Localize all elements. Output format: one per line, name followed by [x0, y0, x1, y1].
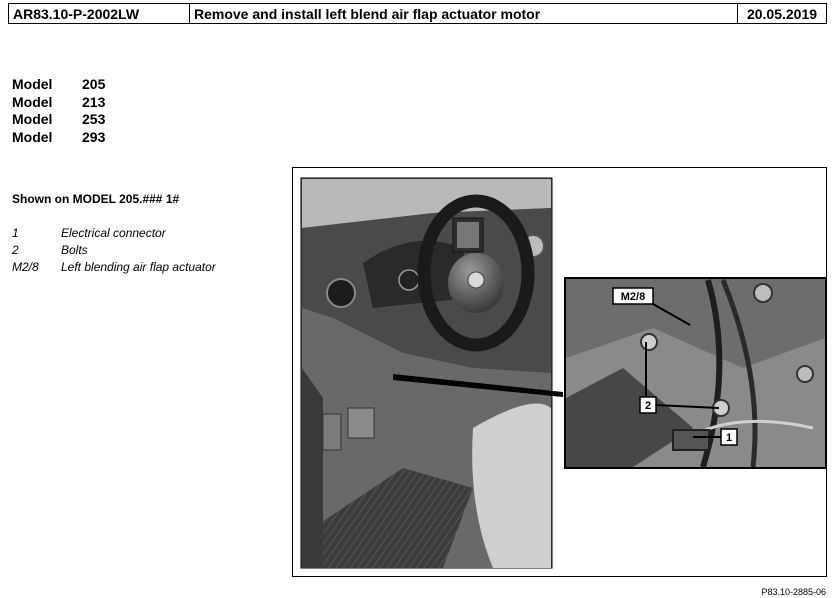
model-value: 213 — [82, 93, 106, 110]
model-label: Model — [12, 128, 53, 145]
model-list — [12, 76, 105, 146]
figure-frame — [292, 167, 827, 577]
legend-number: 2 — [12, 243, 19, 257]
model-label: Model — [12, 76, 53, 92]
model-label: Model — [12, 111, 53, 127]
callout-2: 2 — [644, 400, 652, 412]
legend-number: M2/8 — [12, 260, 39, 274]
model-row — [12, 76, 105, 94]
document-date: 20.05.2019 — [737, 4, 826, 23]
detail-inset-photo — [565, 278, 826, 468]
legend-item — [12, 225, 216, 242]
model-value: 253 — [82, 111, 106, 127]
car-interior-illustration — [293, 168, 828, 578]
figure-legend — [12, 225, 216, 276]
legend-text: Bolts — [61, 243, 88, 257]
callout-m28: M2/8 — [620, 291, 646, 303]
legend-number: 1 — [12, 226, 19, 240]
model-row — [12, 94, 105, 112]
document-header — [8, 3, 827, 24]
figure-caption: P83.10-2885-06 — [761, 587, 826, 597]
document-title: Remove and install left blend air flap actuator motor — [194, 5, 541, 22]
model-row — [12, 129, 105, 147]
shown-on-note: Shown on MODEL 205.### 1# — [12, 192, 180, 206]
model-value: 205 — [82, 76, 106, 92]
legend-text: Electrical connector — [61, 226, 166, 240]
document-id: AR83.10-P-2002LW — [9, 4, 190, 23]
model-label: Model — [12, 93, 53, 110]
model-row — [12, 111, 105, 129]
main-photo — [301, 178, 552, 568]
legend-item — [12, 259, 216, 276]
model-value: 293 — [82, 128, 106, 145]
callout-1: 1 — [725, 432, 733, 444]
legend-text: Left blending air flap actuator — [61, 260, 216, 274]
legend-item — [12, 242, 216, 259]
